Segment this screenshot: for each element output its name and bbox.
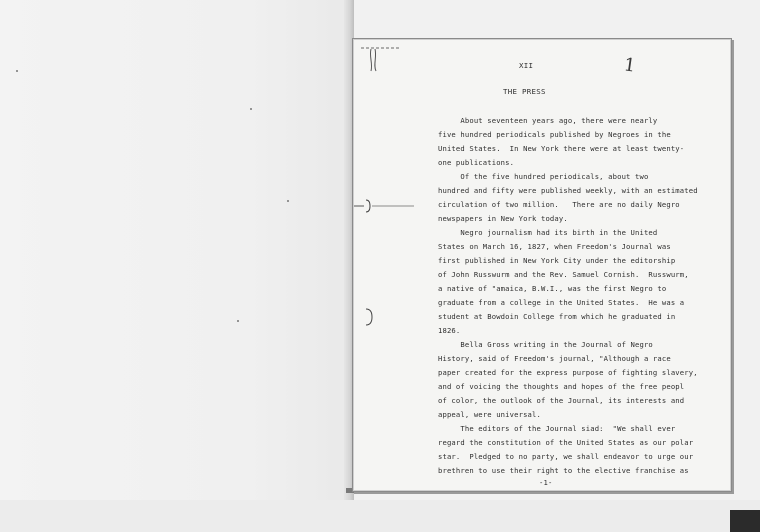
- text-line: and of voicing the thoughts and hopes of the free peopl: [438, 382, 685, 391]
- text-line: five hundred periodicals published by Negroes in the: [438, 130, 671, 139]
- footer-page-number: -1-: [539, 478, 553, 487]
- dust-speck: [237, 320, 239, 322]
- pencil-marks-icon: [359, 45, 403, 75]
- text-line: History, said of Freedom's journal, "Although a race: [438, 354, 671, 363]
- text-line: States on March 16, 1827, when Freedom's Journal was: [438, 242, 671, 251]
- text-line: About seventeen years ago, there were nearly: [438, 116, 658, 125]
- paperclip-mark-icon: [352, 196, 416, 216]
- text-line: paper created for the express purpose of fighting slavery,: [438, 368, 698, 377]
- left-blank-page: [0, 0, 352, 532]
- text-line: hundred and fifty were published weekly, with an estimated: [438, 186, 698, 195]
- text-line: star. Pledged to no party, we shall endeavor to urge our: [438, 452, 694, 461]
- text-line: Bella Gross writing in the Journal of Negro: [438, 340, 653, 349]
- scanner-corner: [730, 510, 760, 532]
- text-line: of color, the outlook of the Journal, its interests and: [438, 396, 685, 405]
- text-line: brethren to use their right to the elective franchise as: [438, 466, 689, 475]
- text-line: appeal, were universal.: [438, 410, 541, 419]
- text-line: Negro journalism had its birth in the United: [438, 228, 658, 237]
- text-line: one publications.: [438, 158, 515, 167]
- text-line: student at Bowdoin College from which he graduated in: [438, 312, 676, 321]
- text-line: circulation of two million. There are no daily Negro: [438, 200, 680, 209]
- dust-speck: [16, 70, 18, 72]
- text-line: a native of "amaica, B.W.I., was the first Negro to: [438, 284, 667, 293]
- text-line: Of the five hundred periodicals, about two: [438, 172, 649, 181]
- dust-speck: [287, 200, 289, 202]
- text-line: 1826.: [438, 326, 461, 335]
- text-line: first published in New York City under the editorship: [438, 256, 676, 265]
- text-line: United States. In New York there were at least twenty-: [438, 144, 685, 153]
- text-line: of John Russwurm and the Rev. Samuel Cornish. Russwurm,: [438, 270, 689, 279]
- text-line: newspapers in New York today.: [438, 214, 568, 223]
- handwritten-page-number: 1: [622, 54, 637, 77]
- typed-page: [352, 38, 732, 492]
- text-line: The editors of the Journal siad: "We shall ever: [438, 424, 676, 433]
- binding-hole-mark-icon: [362, 306, 378, 328]
- dust-speck: [250, 108, 252, 110]
- chapter-number: XII: [519, 61, 534, 70]
- scanner-bed: [0, 500, 760, 532]
- text-line: regard the constitution of the United States as our polar: [438, 438, 694, 447]
- page-title: THE PRESS: [503, 87, 546, 96]
- text-line: graduate from a college in the United States. He was a: [438, 298, 685, 307]
